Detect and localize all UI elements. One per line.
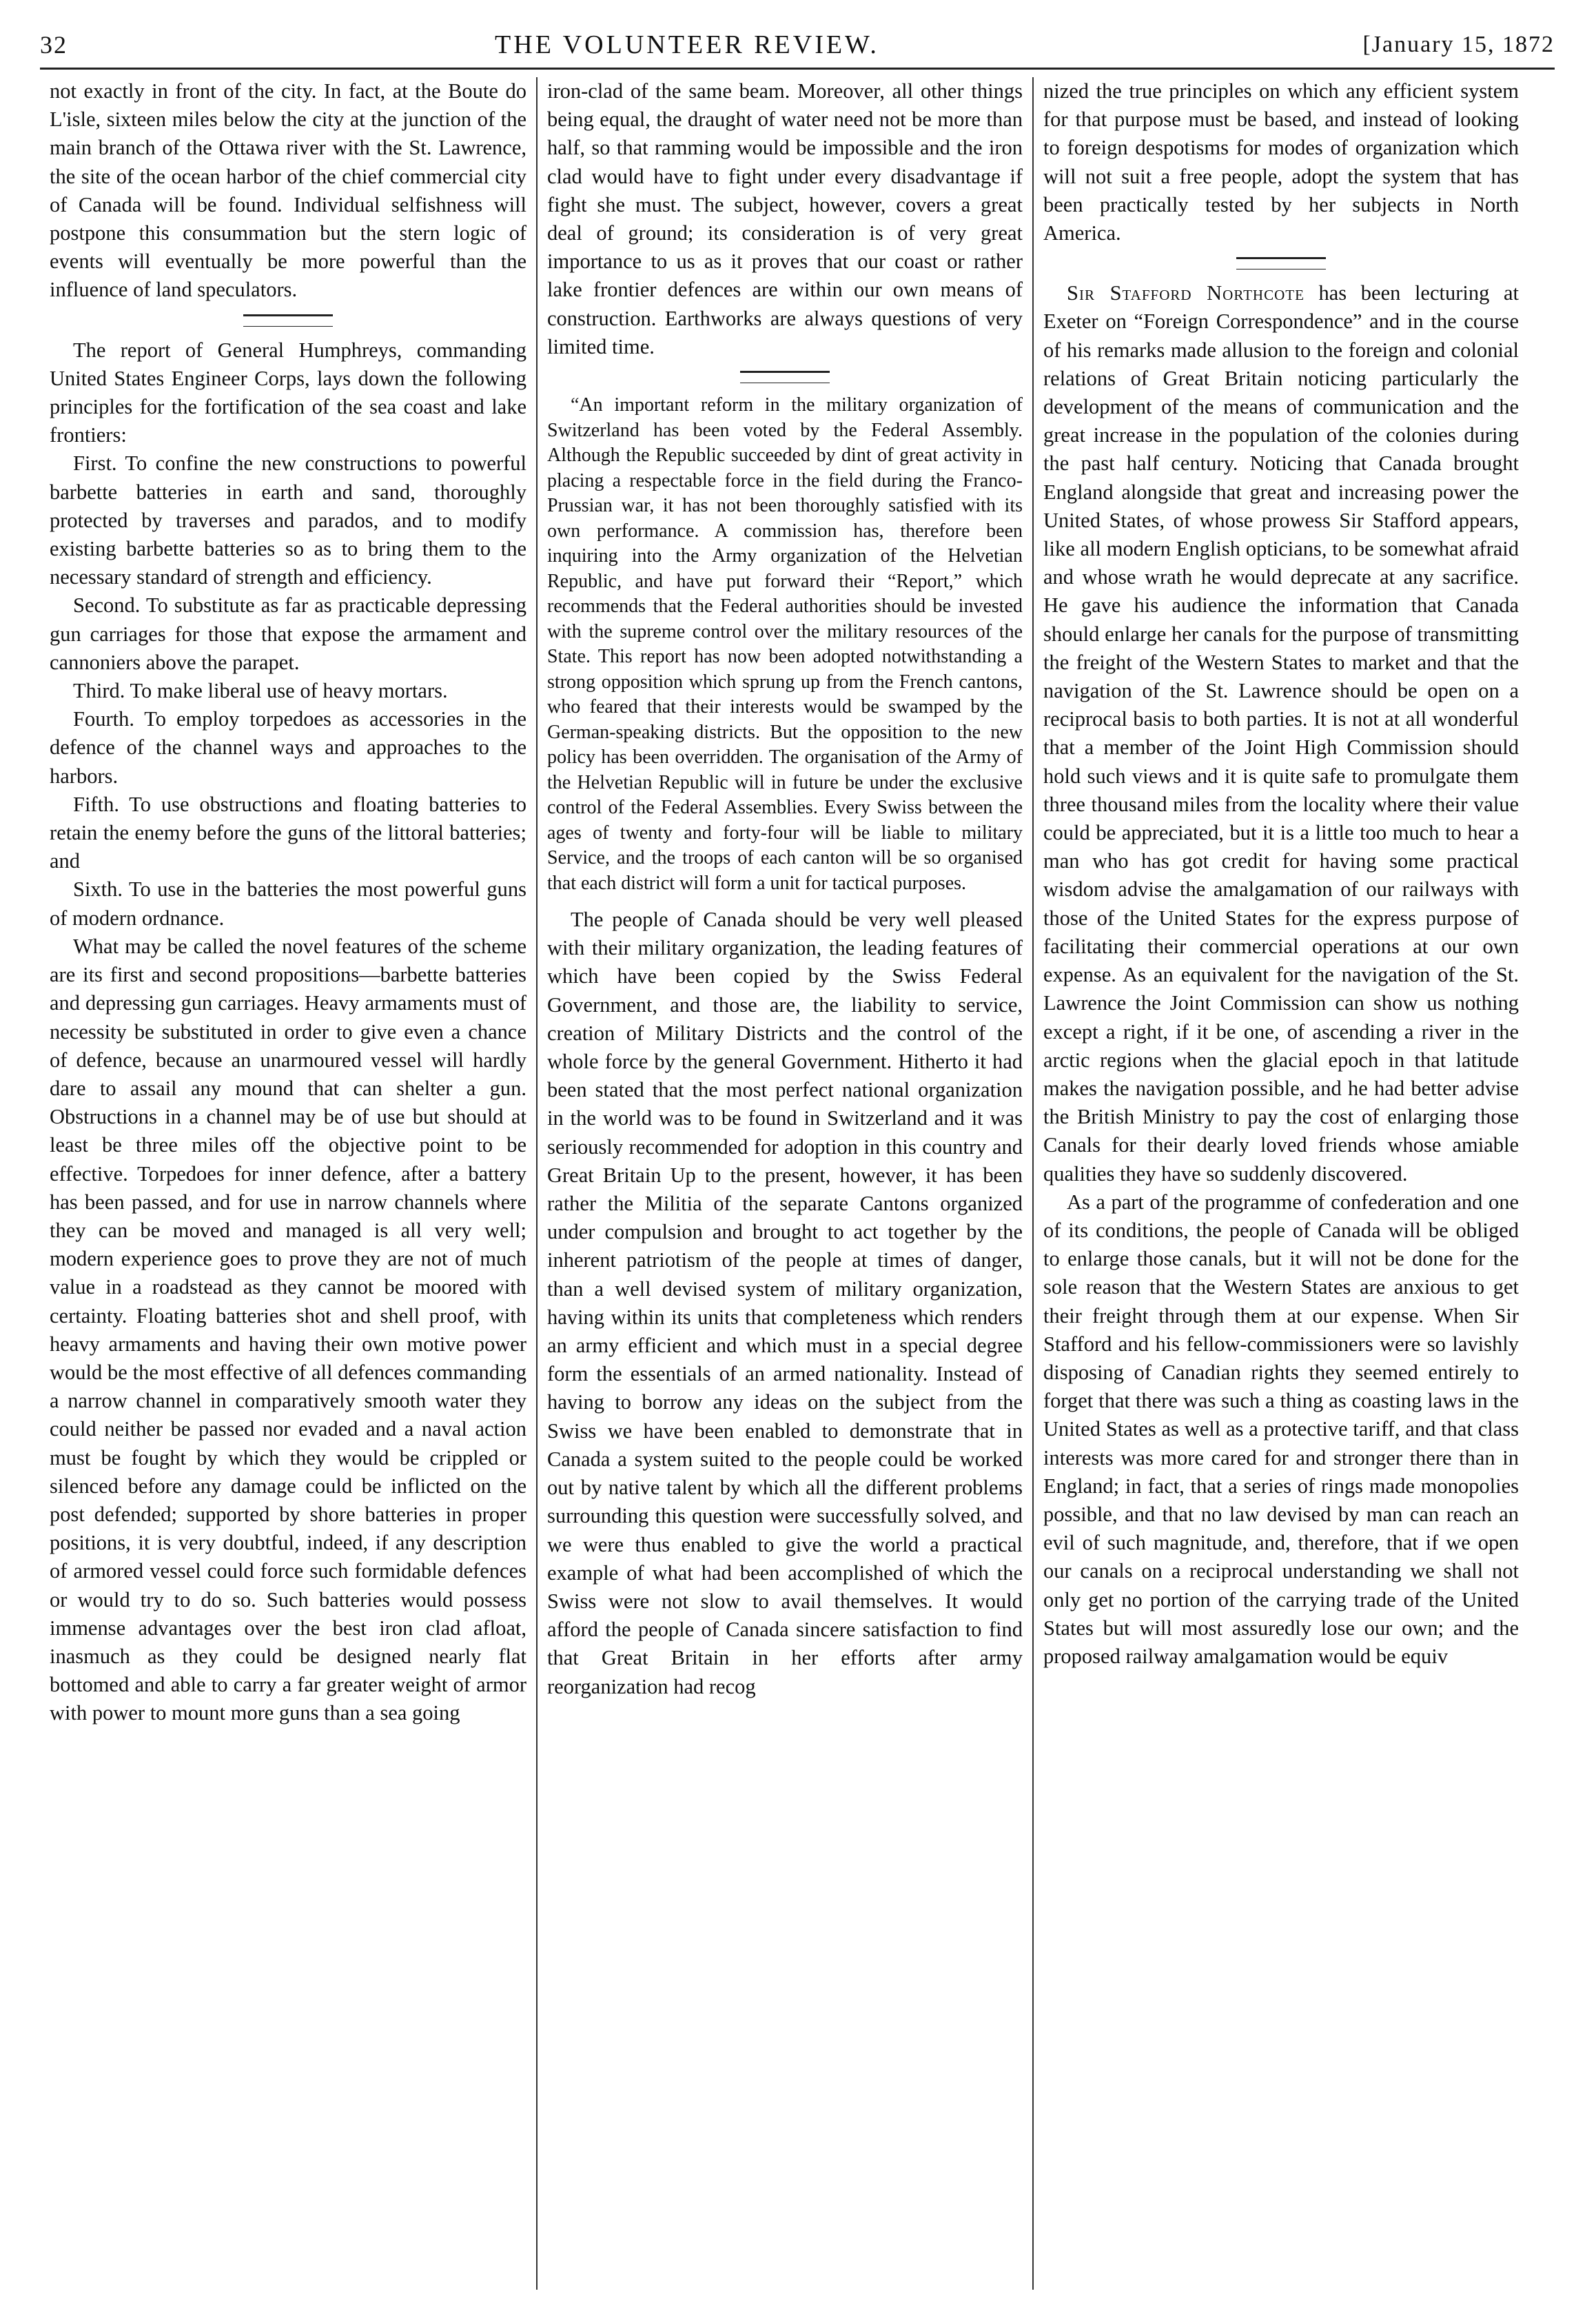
- paragraph: What may be called the novel features of the scheme are its first and second propositions—barbette batteries and depressing gun carriages. Heavy armaments must of necessity be substituted in order to give even a chance of defence, because an unarmoured vessel will hardly dare to assail any mound that can shelter a gun. Obstructions in a channel may be of use but should at least be three miles off the objective point to be effective. Torpedoes for inner defence, after a battery has been passed, and for use in narrow channels where they can be moved and managed is all very well; modern experience goes to prove they are not of much value in a roadstead as they cannot be moored with certainty. Floating batteries shot and shell proof, with heavy armaments and having their own motive power would be the most effective of all defences commanding a narrow channel in comparatively smooth water they could neither be passed nor evaded and a naval action must be fought by which they would be crippled or silenced before any damage could be inflicted on the post defended; supported by shore batteries in proper positions, it is very doubtful, indeed, if any description of armored vessel could force such formidable defences or would try to do so. Such batteries would possess immense advantages over the best iron clad afloat, inasmuch as they could be designed nearly flat bottomed and able to carry a far greater weight of armor with power to mount more guns than a sea going: [50, 934, 526, 1725]
- paragraph: not exactly in front of the city. In fact, at the Boute do L'isle, sixteen miles below the city at the junction of the main branch of the Ottawa river with the St. Lawrence, the site of the ocean harbor of the chief commercial city of Canada will be found. Individual selfishness will postpone this consummation but the stern logic of events will eventually be more powerful than the influence of land speculators.: [50, 79, 526, 302]
- column-3: [1032, 77, 1528, 2290]
- column-2: [536, 77, 1032, 2290]
- section-divider: [243, 314, 333, 327]
- paragraph: First. To confine the new constructions to powerful barbette batteries in earth and sand, thoroughly protected by traverses and parados, and to modify existing barbette batteries so as to bring them to the necessary standard of strength and efficiency.: [50, 451, 526, 589]
- paragraph: Fourth. To employ torpedoes as accessories in the defence of the channel ways and approaches to the harbors.: [50, 707, 526, 788]
- paragraph: iron-clad of the same beam. Moreover, all other things being equal, the draught of water need not be more than half, so that ramming would be impossible and the iron clad would have to fight under every disadvantage if fight she must. The subject, however, covers a great deal of ground; its consideration is of very great importance to us as it proves that our coast or rather lake frontier defences are within our own means of construction. Earthworks are always questions of very limited time.: [547, 79, 1023, 358]
- person-name: Sir Stafford Northcote: [1067, 281, 1305, 305]
- paragraph: The report of General Humphreys, commanding United States Engineer Corps, lays down the following principles for the fortification of the sea coast and lake frontiers:: [50, 338, 526, 447]
- paragraph-text: has been lecturing at Exeter on “Foreign Correspondence” and in the course of his remarks made allusion to the foreign and colonial relations of Great Britain noticing particularly the development of the means of communication and the great increase in the population of the colonies during the past half century. Noticing that Canada brought England alongside that great and increasing power the United States, of whose prowess Sir Stafford appears, like all modern English opticians, to be somewhat afraid and whose wrath he would deprecate at any sacrifice. He gave his audience the information that Canada should enlarge her canals for the purpose of transmitting the freight of the Western States to market and that the navigation of the St. Lawrence should be open on a reciprocal basis to both parties. It is not at all wonderful that a member of the Joint High Commission should hold such views and it is quite safe to promulgate them three thousand miles from the locality where their value could be appreciated, but it is a little too much to hear a man who has got credit for having some practical wisdom advise the amalgamation of our railways with those of the United States for the express purpose of facilitating their commercial operations at our own expense. As an equivalent for the navigation of the St. Lawrence the Joint Commission can show us nothing except a right, if it be one, of ascending a river in the arctic regions when the glacial epoch in that latitude makes the navigation possible, and he had better advise the British Ministry to pay the cost of enlarging those Canals for their dearly loved friends whose amiable qualities they have so suddenly discovered.: [1043, 281, 1519, 1186]
- section-divider: [740, 371, 830, 383]
- paragraph: [1043, 279, 1519, 1188]
- newspaper-title: THE VOLUNTEER REVIEW.: [495, 30, 879, 59]
- paragraph: The people of Canada should be very well pleased with their military organization, the leading features of which have been copied by the Swiss Federal Government, and those are, the liability to service, creation of Military Districts and the control of the whole force by the general Government. Hitherto it had been stated that the most perfect national organization in the world was to be found in Switzerland and it was seriously recommended for adoption in this country and Great Britain Up to the present, however, it has been rather the Militia of the separate Cantons organized under compulsion and brought to act together by the inherent patriotism of the people at times of danger, than a well devised system of military organization, having within its units that completeness which renders an army efficient and which must in a special degree form the essentials of an armed nationality. Instead of having to borrow any ideas on the subject from the Swiss we have been enabled to demonstrate that in Canada a system suited to the people could be worked out by native talent by which all the different problems surrounding this question were successfully solved, and we were thus enabled to give the world a practical example of what had been accomplished of which the Swiss were not slow to avail themselves. It would afford the people of Canada sincere satisfaction to find that Great Britain in her efforts after army reorganization had recog: [547, 908, 1023, 1698]
- section-divider: [1236, 257, 1326, 269]
- paragraph: Sixth. To use in the batteries the most powerful guns of modern ordnance.: [50, 877, 526, 930]
- page-header: [40, 21, 1555, 69]
- header-rule: [40, 68, 1555, 70]
- quoted-paragraph: “An important reform in the military organization of Switzerland has been voted by the Federal Assembly. Although the Republic succeeded by dint of great activity in placing a respectable force in the field during the Franco-Prussian war, it has not been thoroughly satisfied with its own performance. A commission has, therefore been inquiring into the Army organization of the Helvetian Republic, and have put forward their “Report,” which recommends that the Federal authorities should be invested with the supreme control over the military resources of the State. This report has now been adopted notwithstanding a strong opposition which sprung up from the French cantons, who feared that their interests would be swamped by the German-speaking districts. But the opposition to the new policy has been overridden. The organisation of the Army of the Helvetian Republic will in future be under the exclusive control of the Federal Assemblies. Every Swiss between the ages of twenty and forty-four will be liable to military Service, and the troops of each canton will be so organised that each district will form a unit for tactical purposes.: [547, 394, 1023, 894]
- paragraph: Third. To make liberal use of heavy mortars.: [73, 679, 448, 703]
- page-number: 32: [40, 31, 68, 59]
- paragraph: Fifth. To use obstructions and floating batteries to retain the enemy before the guns of the littoral batteries; and: [50, 792, 526, 873]
- paragraph: nized the true principles on which any efficient system for that purpose must be based, and instead of looking to foreign despotisms for modes of organization which will not suit a free people, adopt the system that has been practically tested by her subjects in North America.: [1043, 79, 1519, 245]
- paragraph: As a part of the programme of confederation and one of its conditions, the people of Canada will be obliged to enlarge those canals, but it will not be done for the sole reason that the Western States are anxious to get their freight through them at our expense. When Sir Stafford and his fellow-commissioners were so lavishly disposing of Canadian rights they seemed entirely to forget that there was such a thing as coasting laws in the United States as well as a protective tariff, and that class interests was more cared for and stronger there than in England; in fact, that a series of rings made monopolies possible, and that no law devised by man can reach an evil of such magnitude, and, therefore, that if we open our canals on a reciprocal understanding we shall not only get no portion of the carrying trade of the United States but will most assuredly lose our own; and the proposed railway amalgamation would be equiv: [1043, 1190, 1519, 1668]
- article-columns: [40, 77, 1555, 2290]
- paragraph: Second. To substitute as far as practicable depressing gun carriages for those that expose the armament and cannoniers above the parapet.: [50, 593, 526, 674]
- column-1: [40, 77, 536, 2290]
- issue-date: [January 15, 1872: [1362, 32, 1555, 57]
